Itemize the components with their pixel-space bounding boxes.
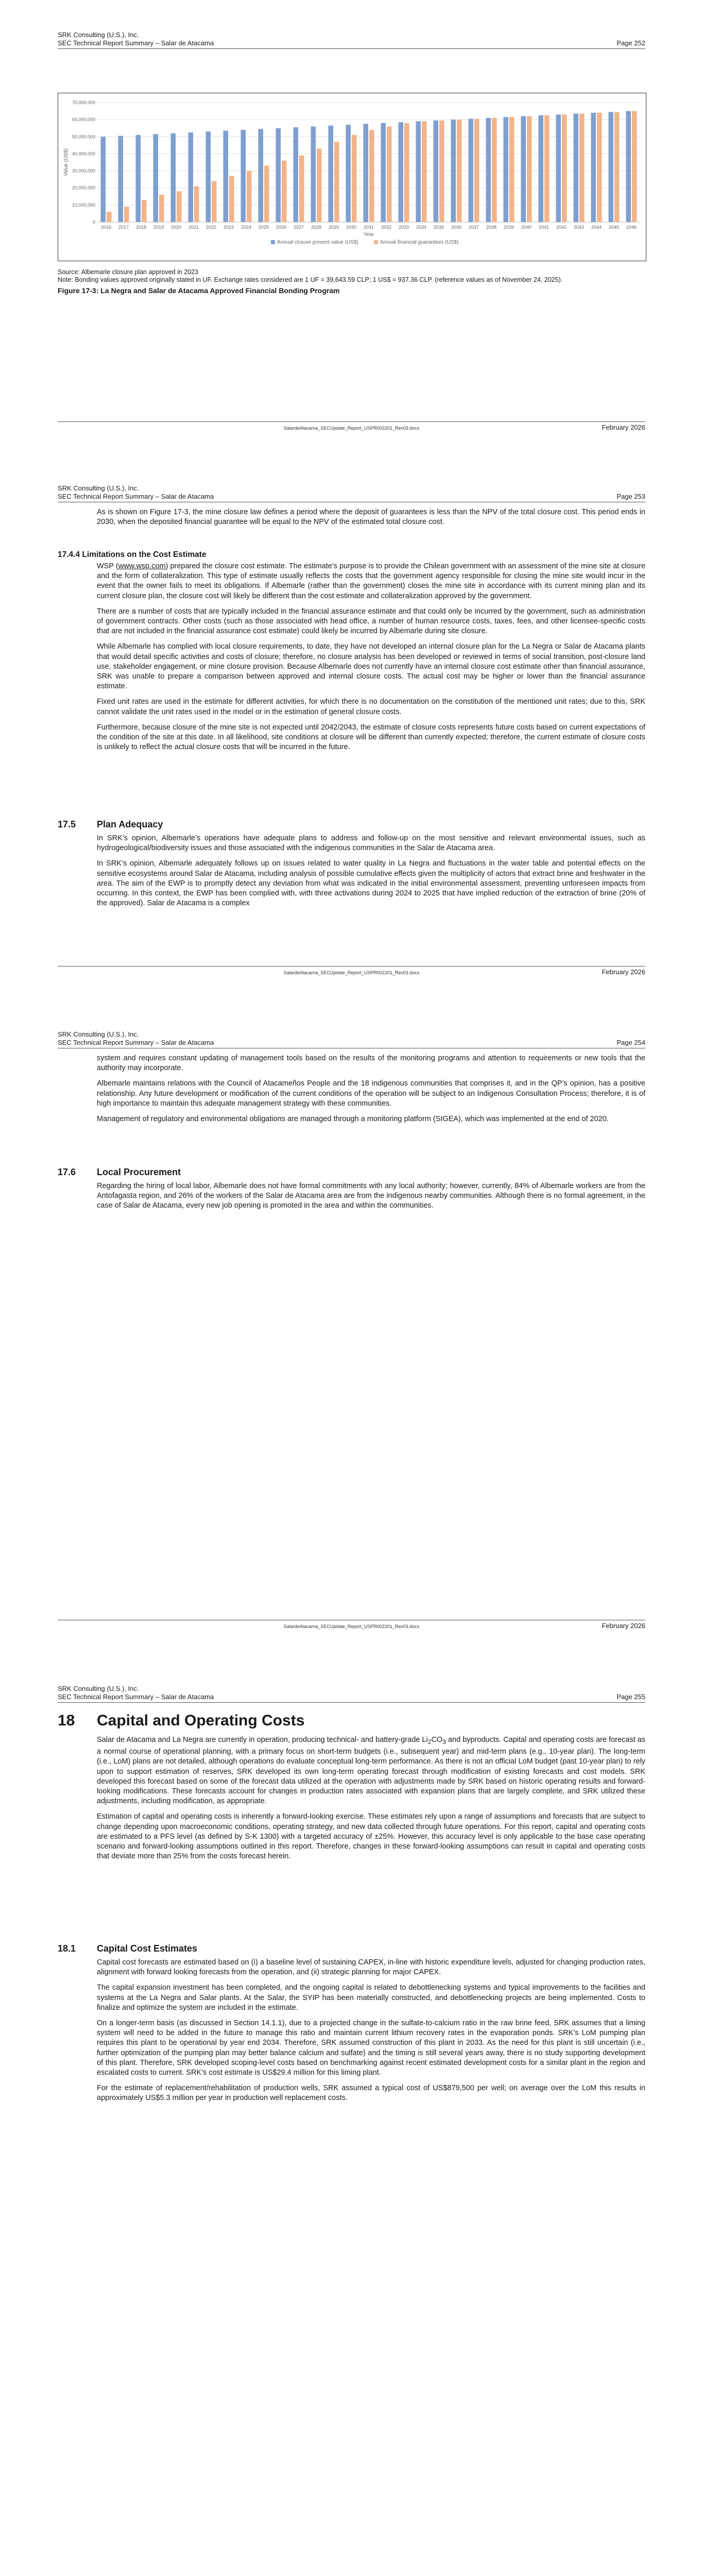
bar-financial-guarantee <box>247 171 252 222</box>
paragraph: Management of regulatory and environmental obligations are managed through a monitoring platform (SIGEA), which was implemented at the end of 2020. <box>97 1115 609 1124</box>
bar-financial-guarantee <box>597 113 602 222</box>
bar-closure-value <box>538 115 543 222</box>
section-17-6-body <box>97 1181 645 1217</box>
bar-closure-value <box>170 133 176 222</box>
section-number: 17.5 <box>58 819 76 829</box>
section-17-5-body <box>97 834 645 914</box>
x-tick-label: 2031 <box>363 225 374 230</box>
x-tick-label: 2029 <box>328 225 339 230</box>
bar-closure-value <box>205 131 211 222</box>
figure-caption: Figure 17-3: La Negra and Salar de Atacama Approved Financial Bonding Program <box>58 286 340 295</box>
header-rule <box>58 48 645 49</box>
bonding-chart-svg <box>58 93 646 261</box>
y-tick-label: 20,000,000 <box>72 185 95 191</box>
header-company: SRK Consulting (U.S.), Inc. <box>58 1685 139 1692</box>
bar-closure-value <box>293 127 298 222</box>
bar-financial-guarantee <box>177 191 182 222</box>
footer-date: February 2026 <box>602 968 645 976</box>
bar-financial-guarantee <box>562 114 567 222</box>
section-number: 17.4.4 <box>58 550 80 559</box>
x-tick-label: 2033 <box>398 225 409 230</box>
y-tick-label: 50,000,000 <box>72 134 95 140</box>
paragraph: Albemarle maintains relations with the Council of Atacameños People and the 18 indigenous communities that comprises it, and in the QP’s opinion, has a positive relationship. Any future development or modification of the current conditions of the operation will be subject to an Indigenous Consultation Process; therefore, it is of high importance to maintain this adequate management strategy with these communities. <box>97 1079 645 1108</box>
header-report-title: SEC Technical Report Summary – Salar de Atacama <box>58 493 214 500</box>
header-company: SRK Consulting (U.S.), Inc. <box>58 31 139 39</box>
bar-financial-guarantee <box>159 195 164 222</box>
bar-financial-guarantee <box>352 135 357 222</box>
bar-financial-guarantee <box>404 123 409 222</box>
paragraph: Capital cost forecasts are estimated based on (i) a baseline level of sustaining CAPEX, in-line with historic expenditure levels, adjusted for changing production rates, alignment with forward looking forecasts from the operation, and (ii) strategic planning for major CAPEX. <box>97 1958 645 1977</box>
source-line: Source: Albemarle closure plan approved in 2023 <box>58 268 199 276</box>
section-heading-17-6 <box>58 1167 181 1178</box>
x-tick-label: 2017 <box>118 225 129 230</box>
section-title: Plan Adequacy <box>97 819 163 829</box>
page-header <box>58 31 645 47</box>
paragraph: In SRK’s opinion, Albemarle adequately follows up on issues related to water quality in La Negra and fluctuations in the water table and potential effects on the sensitive ecosystems around Salar de Atacama, including analysis of possible cumulative effects given the multiplicity of actors that extract brine and freshwater in the area. The aim of the EWP is to promptly detect any deviation from what was indicated in the initial environmental assessment, preventing unforeseen impacts from occurring. In this context, the EWP has been complied with, with three activations during 2024 to 2025 that have implied reduction of the extraction of brine (20% of the approved). Salar de Atacama is a complex <box>97 859 645 908</box>
section-heading-17-5 <box>58 819 163 830</box>
x-tick-label: 2044 <box>591 225 602 230</box>
section-heading-18-1 <box>58 1943 197 1954</box>
figure-source <box>58 268 562 284</box>
chapter-18-body <box>97 1735 645 1867</box>
bar-financial-guarantee <box>492 118 497 222</box>
bar-financial-guarantee <box>509 117 515 222</box>
page-254 <box>0 994 703 1649</box>
section-title: Local Procurement <box>97 1167 181 1177</box>
bar-closure-value <box>556 114 561 222</box>
bar-closure-value <box>608 112 613 222</box>
bar-closure-value <box>258 129 263 222</box>
x-tick-label: 2023 <box>223 225 234 230</box>
bar-financial-guarantee <box>422 121 427 222</box>
footer-date: February 2026 <box>602 1622 645 1630</box>
x-tick-label: 2019 <box>153 225 164 230</box>
page-255 <box>0 1649 703 2576</box>
header-report-title: SEC Technical Report Summary – Salar de Atacama <box>58 1039 214 1046</box>
bonding-chart <box>58 93 646 261</box>
bar-financial-guarantee <box>527 116 532 222</box>
bar-financial-guarantee <box>124 207 129 222</box>
paragraph: system and requires constant updating of management tools based on the results of the monitoring programs and attention to requirements or new tools that the authority may incorporate. <box>97 1054 645 1073</box>
header-report-title: SEC Technical Report Summary – Salar de Atacama <box>58 39 214 47</box>
bar-closure-value <box>241 130 246 222</box>
header-rule <box>58 1702 645 1703</box>
bar-closure-value <box>521 116 526 222</box>
bar-financial-guarantee <box>457 120 462 222</box>
page-252 <box>0 0 703 448</box>
header-report-title: SEC Technical Report Summary – Salar de Atacama <box>58 1693 214 1701</box>
paragraph: There are a number of costs that are typically included in the financial assurance estimate and that could only be incurred by the government, such as administration of government contracts. Other costs (such as those associated with head office, a number of human resource costs, taxes, fees, and other licensee-specific costs that are not included in the financial assurance cost estimate) could likely be incurred by Albemarle during site closure. <box>97 607 645 636</box>
x-tick-label: 2035 <box>433 225 444 230</box>
legend-swatch <box>271 240 275 244</box>
x-tick-label: 2022 <box>205 225 217 230</box>
x-tick-label: 2042 <box>556 225 567 230</box>
bar-financial-guarantee <box>229 176 234 222</box>
x-tick-label: 2037 <box>468 225 479 230</box>
bar-closure-value <box>188 132 193 222</box>
section-heading-17-4-4 <box>58 550 207 560</box>
y-tick-label: 60,000,000 <box>72 117 95 123</box>
x-tick-label: 2045 <box>608 225 620 230</box>
bar-financial-guarantee <box>264 166 269 222</box>
bar-financial-guarantee <box>317 148 322 222</box>
paragraph: WSP (www.wsp.com) prepared the closure cost estimate. The estimate’s purpose is to provide the Chilean government with an assessment of the mine site at closure and the form of collateralization. This type of estimate usually reflects the costs that the government agency responsible for closing the mine site would incur in the event that the owner fails to meet its obligations. If Albemarle (rather than the government) closes the mine site in accordance with its current mining plan and its current closure plan, the closure cost will likely be different than the cost estimate and collateralization approved by the government. <box>97 562 646 600</box>
paragraph: While Albemarle has complied with local closure requirements, to date, they have not developed an internal closure plan for the La Negra or Salar de Atacama plants that would detail specific activities and costs of closure; therefore, no closure analysis has been developed or reviewed in terms of social transition, post-closure land use, stakeholder engagement, or mine closure provision. Because Albemarle does not currently have an internal closure cost estimate other than financial assurance, SRK was unable to prepare a comparison between approved and internal closure costs. The actual cost may be higher or lower than the financial assurance estimate. <box>97 642 645 691</box>
bar-financial-guarantee <box>439 121 444 222</box>
footer-rule <box>58 966 645 967</box>
bar-financial-guarantee <box>614 112 620 222</box>
bar-financial-guarantee <box>299 156 304 222</box>
page-number: Page 253 <box>616 493 645 500</box>
footer-filename: SalardeAtacama_SECUpdate_Report_USPR002201_Rev03.docx <box>283 426 420 431</box>
paragraph: As is shown on Figure 17-3, the mine closure law defines a period where the deposit of guarantees is less than the NPV of the total closure cost. This period ends in 2030, when the deposited financial guarantee will be equal to the NPV of the estimated total closure cost. <box>97 508 645 527</box>
bar-closure-value <box>100 137 106 222</box>
bar-financial-guarantee <box>334 142 339 222</box>
x-tick-label: 2043 <box>573 225 585 230</box>
section-18-1-body <box>97 1958 645 2109</box>
y-tick-label: 40,000,000 <box>72 151 95 157</box>
wsp-link[interactable]: www.wsp.com <box>118 562 166 570</box>
x-tick-label: 2026 <box>276 225 287 230</box>
x-tick-label: 2036 <box>451 225 462 230</box>
intro-paragraph <box>97 507 645 533</box>
paragraph: Regarding the hiring of local labor, Albemarle does not have formal commitments with any local authority; however, currently, 84% of Albemarle workers are from the Antofagasta region, and 26% of the workers of the Salar de Atacama area are from the indigenous nearby communities. Although there is no formal agreement, in the case of Salar de Atacama, every new job opening is promoted in the area and within the communities. <box>97 1182 645 1210</box>
header-company: SRK Consulting (U.S.), Inc. <box>58 1030 139 1038</box>
chapter-number: 18 <box>58 1712 75 1729</box>
y-tick-label: 0 <box>92 219 95 225</box>
bar-closure-value <box>591 113 596 222</box>
section-title: Limitations on the Cost Estimate <box>82 550 207 559</box>
paragraph: The capital expansion investment has been completed, and the ongoing capital is related to debottlenecking systems and typical improvements to the facilities and systems at the La Negra and Salar plants. At the Salar, the SYIP has been materially constructed, and debottlenecking projects are being implemented. Costs to finalize and optimize the system are included in the estimate. <box>97 1984 645 2012</box>
note-line: Note: Bonding values approved originally stated in UF. Exchange rates considered are 1 UF = 39,643.59 CLP; 1 US$ = 937.36 CLP. (reference values as of November 24, 2025). <box>58 276 563 283</box>
bar-financial-guarantee <box>107 212 112 222</box>
footer-filename: SalardeAtacama_SECUpdate_Report_USPR002201_Rev03.docx <box>283 970 420 975</box>
bar-closure-value <box>626 111 631 222</box>
bar-closure-value <box>468 118 473 222</box>
bar-financial-guarantee <box>212 181 217 222</box>
y-axis-label: Value (US$) <box>63 148 69 176</box>
bar-closure-value <box>416 121 421 222</box>
paragraph: On a longer-term basis (as discussed in Section 14.1.1), due to a projected change in the sulfate-to-calcium ratio in the raw brine feed, SRK assumes that a liming system will need to be added in the future to manage this ratio and maintain current lithium recovery rates in the evaporation ponds. SRK’s LoM pumping plan requires this plant to be operational by year end 2034. Therefore, SRK assumed construction of this plant in 2033. As the need for this plant is still uncertain (i.e., further optimization of the pumping plan may better balance calcium and sulfate) and the timing is still several years away, there is no study supporting development of this plant. Therefore, SRK developed scoping-level costs based on benchmarking against recent estimated development costs for a similar plant in the region and escalated costs to current. SRK’s cost estimate is US$29.4 million for this liming plant. <box>97 2019 645 2077</box>
y-tick-label: 10,000,000 <box>72 202 95 208</box>
x-tick-label: 2016 <box>100 225 112 230</box>
footer-rule <box>58 421 645 422</box>
paragraph: Estimation of capital and operating costs is inherently a forward-looking exercise. These estimates rely upon a range of assumptions and forecasts that are subject to change depending upon macroeconomic conditions, operating strategy, and new data collected through future operations. For this report, capital and operating costs are estimated to a PFS level (as defined by S-K 1300) with a targeted accuracy of ±25%. However, this accuracy level is only applicable to the base case operating scenario and forward-looking assumptions outlined in this report. Therefore, changes in these forward-looking assumptions can result in capital and operating costs that deviate more than 25% from the costs forecast herein. <box>97 1812 645 1861</box>
bar-closure-value <box>223 131 228 222</box>
bar-financial-guarantee <box>142 200 147 222</box>
bar-closure-value <box>503 117 508 222</box>
page-header <box>58 1030 645 1047</box>
page-header <box>58 1685 645 1701</box>
section-title: Capital Cost Estimates <box>97 1943 198 1954</box>
x-tick-label: 2025 <box>258 225 269 230</box>
bar-closure-value <box>346 125 351 222</box>
legend-label: Annual financial guarantees (US$) <box>380 240 459 245</box>
footer-date: February 2026 <box>602 423 645 431</box>
paragraph: For the estimate of replacement/rehabilitation of production wells, SRK assumed a typical cost of US$879,500 per well; on average over the LoM this results in approximately US$5.3 million per year in production well replacement costs. <box>97 2084 645 2103</box>
page-header <box>58 484 645 501</box>
bar-closure-value <box>433 121 438 222</box>
bar-closure-value <box>363 124 368 222</box>
bar-closure-value <box>398 122 403 222</box>
bar-closure-value <box>573 114 578 222</box>
legend-label: Annual closure present value (US$) <box>277 240 358 245</box>
bar-financial-guarantee <box>194 186 199 222</box>
bar-closure-value <box>486 118 491 222</box>
bar-financial-guarantee <box>387 126 392 222</box>
bar-closure-value <box>118 136 123 222</box>
bar-closure-value <box>276 128 281 222</box>
footer-filename: SalardeAtacama_SECUpdate_Report_USPR002201_Rev03.docx <box>283 1624 420 1629</box>
section-number: 17.6 <box>58 1167 76 1177</box>
paragraph: Salar de Atacama and La Negra are currently in operation, producing technical- and battery-grade $Li_2CO_3$ and byproducts. Capital and operating costs are forecast as a normal course of operational planning, with a primary focus on short-term budgets (i.e., subsequent year) and mid-term plans (e.g., 10-year plan). The long-term (i.e., LoM) plans are not detailed, although operations do evaluate conceptual long-term performance. As there is not an official LoM budget (past 10-year plan) to rely upon to support estimation of reserves, SRK developed its own long-term operating forecast through modification of existing forecasts and cost models. SRK developed this forecast based on some of the forecast data utilized at the operation with adjustments made by SRK based on historic operating results and forward-looking modifications. These forecasts account for changes in production rates associated with expansion plans that are largely complete, and SRK utilized these adjustments, including modification, as appropriate. <box>97 1736 645 1806</box>
x-axis-label: Year <box>363 232 374 238</box>
paragraph: Fixed unit rates are used in the estimate for different activities, for which there is no documentation on the constitution of the mentioned unit rates; due to this, SRK cannot validate the unit rates used in the model or in the estimation of general closure costs. <box>97 698 645 716</box>
bar-closure-value <box>311 126 316 222</box>
page-number: Page 254 <box>616 1039 645 1046</box>
x-tick-label: 2040 <box>521 225 532 230</box>
x-tick-label: 2034 <box>416 225 427 230</box>
x-tick-label: 2028 <box>311 225 322 230</box>
x-tick-label: 2020 <box>170 225 182 230</box>
bar-financial-guarantee <box>282 161 287 222</box>
paragraph: Furthermore, because closure of the mine site is not expected until 2042/2043, the estimate of closure costs represents future costs based on current expectations of the condition of the site at this date. In all likelihood, site conditions at closure will be different than currently expected; therefore, the current estimate of closure costs is unlikely to reflect the actual closure costs that will be incurred in the future. <box>97 723 645 752</box>
section-17-5-continued <box>97 1054 645 1130</box>
x-tick-label: 2030 <box>346 225 357 230</box>
bar-financial-guarantee <box>632 111 637 222</box>
y-tick-label: 30,000,000 <box>72 168 95 174</box>
x-tick-label: 2041 <box>538 225 550 230</box>
y-tick-label: 70,000,000 <box>72 100 95 105</box>
bar-closure-value <box>135 135 141 222</box>
bar-closure-value <box>153 134 158 222</box>
x-tick-label: 2038 <box>486 225 497 230</box>
page-number: Page 252 <box>616 39 645 47</box>
bar-financial-guarantee <box>369 130 374 222</box>
bar-closure-value <box>451 120 456 222</box>
x-tick-label: 2046 <box>626 225 637 230</box>
section-17-4-4-body <box>97 562 645 758</box>
x-tick-label: 2039 <box>503 225 515 230</box>
bar-closure-value <box>381 123 386 222</box>
x-tick-label: 2032 <box>381 225 392 230</box>
x-tick-label: 2027 <box>293 225 304 230</box>
section-number: 18.1 <box>58 1943 76 1954</box>
bar-financial-guarantee <box>579 114 585 222</box>
bar-closure-value <box>328 126 333 222</box>
paragraph: In SRK’s opinion, Albemarle’s operations have adequate plans to address and follow-up on the most sensitive and relevant environmental issues, such as hydrogeological/biodiversity issues and those associated with the indigenous communities in the Salar de Atacama area. <box>97 834 645 853</box>
bar-financial-guarantee <box>474 118 479 222</box>
chapter-title: Capital and Operating Costs <box>97 1712 305 1729</box>
page-253 <box>0 448 703 994</box>
page-number: Page 255 <box>616 1693 645 1701</box>
x-tick-label: 2024 <box>241 225 252 230</box>
header-company: SRK Consulting (U.S.), Inc. <box>58 484 139 492</box>
bar-financial-guarantee <box>544 115 550 222</box>
legend-swatch <box>374 240 378 244</box>
x-tick-label: 2021 <box>188 225 199 230</box>
chapter-heading-18 <box>58 1712 304 1730</box>
x-tick-label: 2018 <box>135 225 147 230</box>
